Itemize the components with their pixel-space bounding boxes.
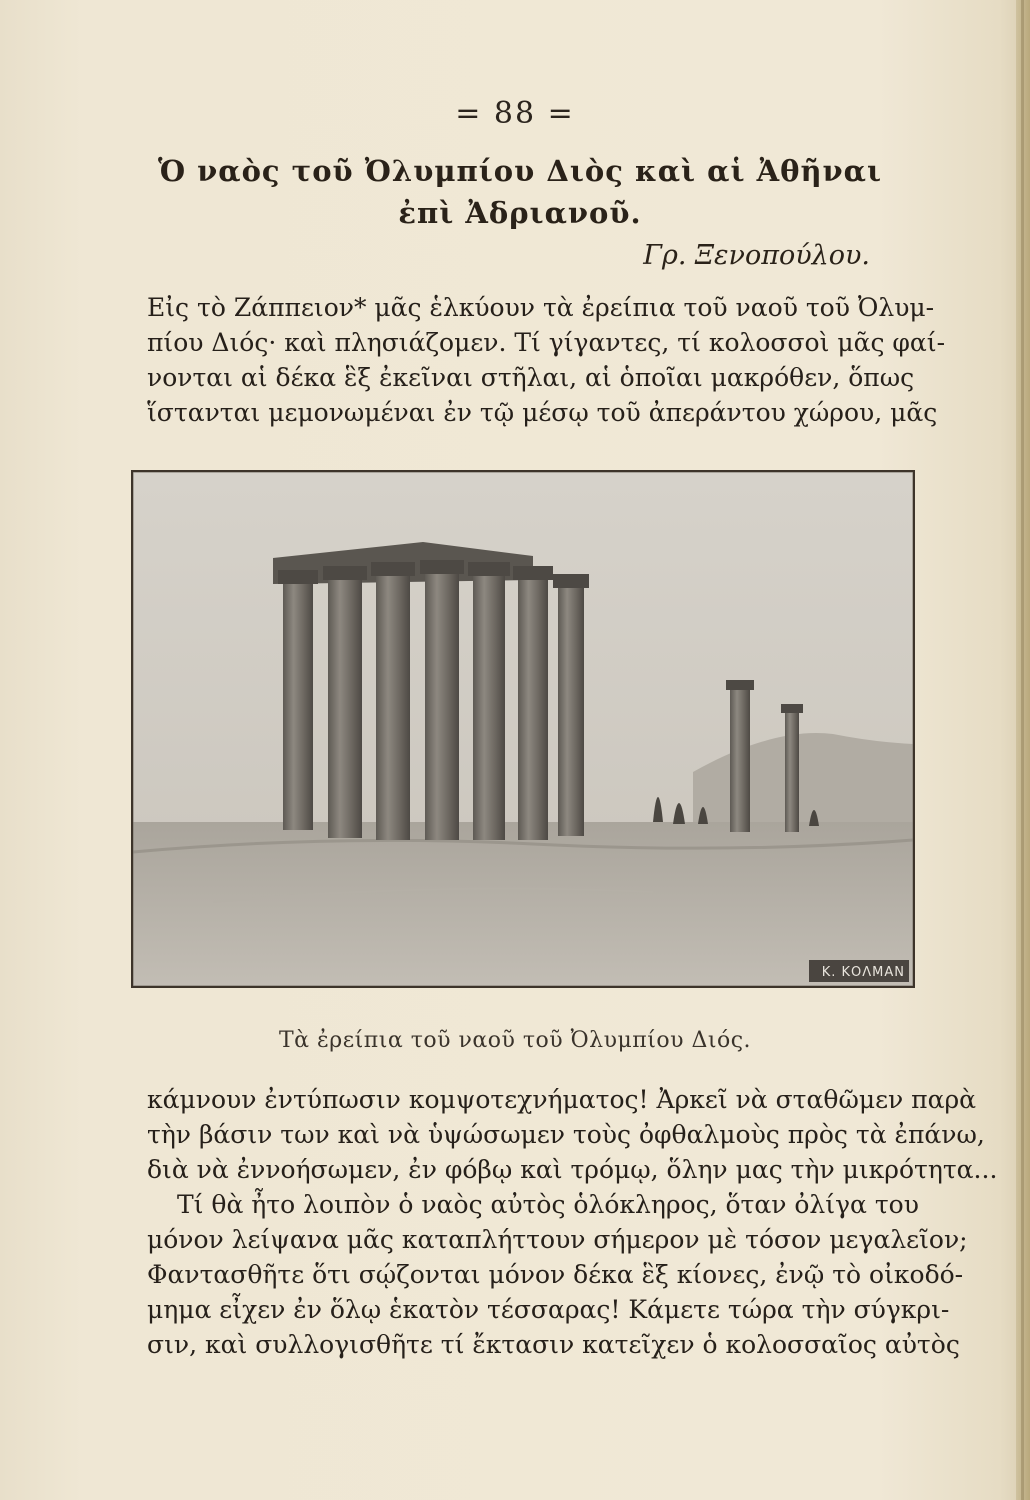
photo-credit-watermark: Κ. ΚΟΛΜΑΝ (821, 965, 905, 980)
text-line: τὴν βάσιν των καὶ νὰ ὑψώσωμεν τοὺς ὀφθαλμοὺς πρὸς τὰ ἐπάνω, (147, 1120, 985, 1149)
chapter-title-line-2: ἐπὶ Ἀδριανοῦ. (398, 196, 642, 230)
temple-photograph (131, 470, 915, 988)
temple-ruins-image (133, 472, 913, 986)
text-line: Φαντασθῆτε ὅτι σῴζονται μόνον δέκα ἓξ κίονες, ἐνῷ τὸ οἰκοδό- (147, 1260, 964, 1289)
text-line: ἵστανται μεμονωμέναι ἐν τῷ μέσῳ τοῦ ἀπεράντου χώρου, μᾶς (147, 398, 938, 427)
text-line: κάμνουν ἐντύπωσιν κομψοτεχνήματος! Ἀρκεῖ νὰ σταθῶμεν παρὰ (147, 1085, 977, 1114)
text-line: διὰ νὰ ἐννοήσωμεν, ἐν φόβῳ καὶ τρόμῳ, ὅλην μας τὴν μικρότητα... (147, 1155, 998, 1184)
chapter-title-line-1: Ὁ ναὸς τοῦ Ὀλυμπίου Διὸς καὶ αἱ Ἀθῆναι (157, 154, 883, 188)
text-line: σιν, καὶ συλλογισθῆτε τί ἔκτασιν κατεῖχεν ὁ κολοσσαῖος αὐτὸς (147, 1330, 960, 1359)
text-line: πίου Διός· καὶ πλησιάζομεν. Τί γίγαντες, τί κολοσσοὶ μᾶς φαί- (147, 328, 946, 357)
page-number: = 88 = (455, 96, 575, 131)
chapter-title (120, 150, 920, 234)
paragraph-continued (147, 1082, 998, 1362)
text-line: μημα εἶχεν ἐν ὅλῳ ἑκατὸν τέσσαρας! Κάμετε τώρα τὴν σύγκρι- (147, 1295, 950, 1324)
paragraph-intro (147, 290, 946, 430)
page-edge-line (1021, 0, 1024, 1500)
text-line: νονται αἱ δέκα ἓξ ἐκεῖναι στῆλαι, αἱ ὁποῖαι μακρόθεν, ὅπως (147, 363, 915, 392)
author-name: Γρ. Ξενοπούλου. (643, 240, 870, 271)
figure-caption: Τὰ ἐρείπια τοῦ ναοῦ τοῦ Ὀλυμπίου Διός. (278, 1028, 752, 1053)
text-line: Εἰς τὸ Ζάππειον* μᾶς ἑλκύουν τὰ ἐρείπια τοῦ ναοῦ τοῦ Ὀλυμ- (147, 293, 935, 322)
text-line: Τί θὰ ἦτο λοιπὸν ὁ ναὸς αὐτὸς ὁλόκληρος, ὅταν ὀλίγα του (177, 1190, 919, 1219)
text-line: μόνον λείψανα μᾶς καταπλήττουν σήμερον μὲ τόσον μεγαλεῖον; (147, 1225, 968, 1254)
